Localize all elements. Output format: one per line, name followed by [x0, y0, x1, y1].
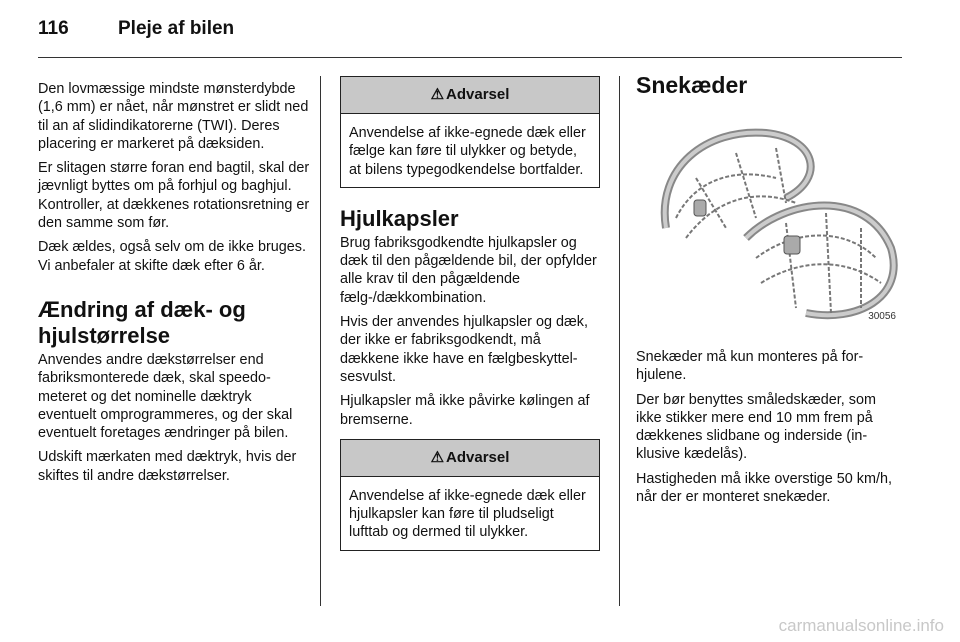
paragraph: Dæk ældes, også selv om de ikke bruges. Vi anbefaler at skifte dæk efter 6 år. — [38, 239, 306, 274]
section-heading: Hjulkapsler — [340, 205, 459, 231]
paragraph: Den lovmæssige mindste mønsterdybde (1,6 mm) er nået, når mønstret er slidt ned til an af slidindikatorerne (TWI). Deres placering er markeret på dæksiden. — [38, 81, 309, 152]
warning-title: Advarsel — [446, 85, 510, 103]
paragraph: Hjulkapsler må ikke påvirke kølingen af bremserne. — [340, 393, 590, 428]
column-3 — [636, 72, 904, 512]
section-heading: Ændring af dæk- og hjulstørrelse — [38, 296, 246, 348]
warning-text: Anvendelse af ikke-egnede dæk eller fælge kan føre til ulykker og betyde, at bilens typegodkendelse bortfalder. — [349, 125, 586, 178]
watermark: carmanualsonline.info — [778, 616, 944, 635]
figure-number: 30056 — [868, 310, 896, 322]
warning-text: Anvendelse af ikke-egnede dæk eller hjulkapsler kan føre til pludseligt lufttab og dermed til ulykker. — [349, 487, 586, 541]
warning-header — [341, 77, 599, 114]
paragraph: Anvendes andre dækstørrelser end fabriksmonterede dæk, skal speedometeret og det nominelle dæktryk eventuelt omprogrammeres, og der skal eventuelt foretages ændringer på bilen. — [38, 351, 293, 442]
header-divider — [38, 57, 902, 58]
paragraph: Der bør benyttes småledskæder, som ikke stikker mere end 10 mm frem på dækkenes slidbane og inderside (inklusive kædelås). — [636, 391, 876, 463]
warning-icon: ⚠ — [430, 448, 445, 466]
column-2 — [340, 76, 602, 551]
warning-box — [340, 76, 600, 188]
snow-chain-illustration — [636, 108, 900, 328]
paragraph: Brug fabriksgodkendte hjulkapsler og dæk til den pågældende bil, der opfylder alle krav til den pågældende fælg-/dækkombination. — [340, 234, 597, 306]
page-number: 116 — [38, 18, 69, 39]
column-1 — [38, 80, 310, 491]
column-divider-1 — [320, 76, 321, 606]
section-heading: Snekæder — [636, 72, 748, 98]
paragraph: Er slitagen større foran end bagtil, skal der jævnligt byttes om på forhjul og baghjul. Kontroller, at dækkenes rotationsretning er den samme som før. — [38, 160, 310, 232]
paragraph: Snekæder må kun monteres på forhjulene. — [636, 349, 864, 384]
paragraph: Hvis der anvendes hjulkapsler og dæk, der ikke er fabriksgodkendt, må dækkene ikke have en fælgbeskyttelsesvulst. — [340, 314, 588, 385]
paragraph: Hastigheden må ikke overstige 50 km/h, når der er monteret snekæder. — [636, 470, 892, 506]
warning-header — [341, 440, 599, 477]
warning-icon: ⚠ — [430, 85, 445, 103]
snow-chain-drawing — [636, 108, 900, 328]
paragraph: Udskift mærkaten med dæktryk, hvis der skiftes til andre dækstørrelser. — [38, 449, 297, 484]
warning-title: Advarsel — [446, 448, 510, 466]
page-title: Pleje af bilen — [118, 18, 235, 39]
warning-box — [340, 439, 600, 551]
column-divider-2 — [619, 76, 620, 606]
